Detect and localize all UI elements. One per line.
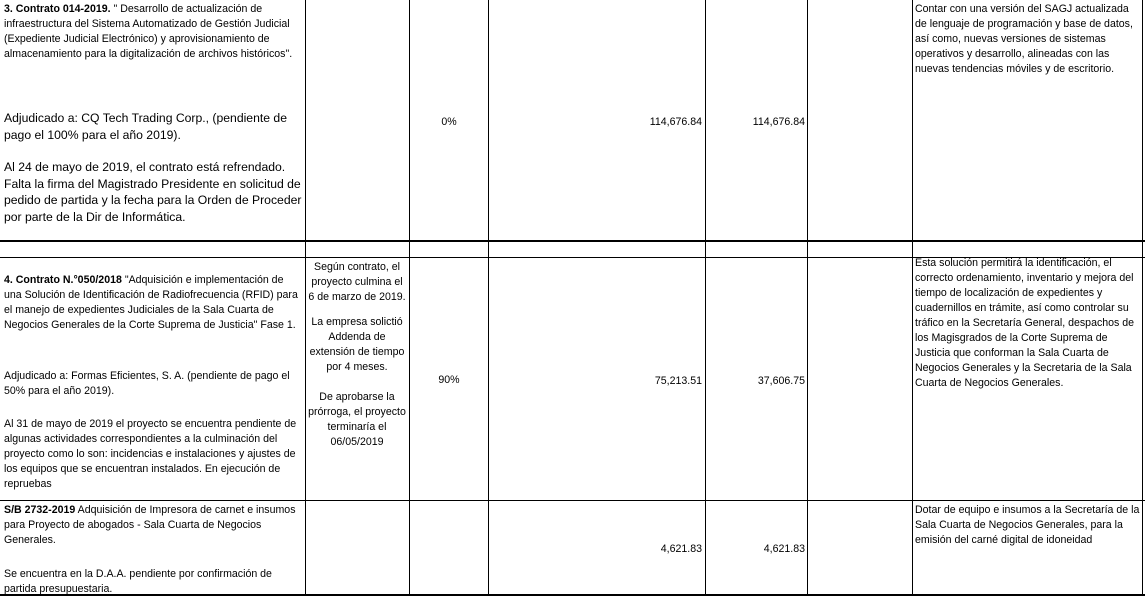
grid-line <box>912 0 913 596</box>
grid-line <box>305 0 306 596</box>
row-sb-amount-total: 4,621.83 <box>660 543 702 555</box>
row-sb-objective-text: Dotar de equipo e insumos a la Secretaría de la Sala Cuarta de Negocios Generales, para la emisión del carné digital de idoneidad <box>915 504 1140 546</box>
row-sb-status <box>4 567 302 594</box>
row-4-title: 4. Contrato N.°050/2018 <box>4 274 122 286</box>
row-sb-status-text: Se encuentra en la D.A.A. pendiente por confirmación de partida presupuestaria. <box>4 568 272 594</box>
grid-line <box>409 0 410 596</box>
row-sb-title-rest: Adquisición de Impresora de carnet e insumos para Proyecto de abogados - Sala Cuarta de Negocios Generales. <box>4 504 296 546</box>
row-4-note-1: Según contrato, el proyecto culmina el 6 de marzo de 2019. <box>308 261 406 303</box>
row-4-adjudicado <box>4 369 302 399</box>
row-3-status <box>4 159 302 225</box>
grid-line <box>488 0 489 596</box>
row-3-objective-text: Contar con una versión del SAGJ actualizada de lenguaje de programación y base de datos, así como, nuevas versiones de sistemas operativos y desarrollo, alineadas con las nuevas tendencias móviles y de escritorio. <box>915 3 1133 75</box>
row-3-status-text: Al 24 de mayo de 2019, el contrato está refrendado. Falta la firma del Magistrado Presidente en solicitud de pedido de partida y la fecha para la Orden de Proceder por parte de la Dir de Informática. <box>4 160 302 224</box>
row-4-progress: 90% <box>438 374 460 386</box>
row-3-amount-total: 114,676.84 <box>649 116 702 128</box>
row-3-title: 3. Contrato 014-2019. <box>4 3 111 15</box>
row-4-note-2: La empresa solictió Addenda de extensión de tiempo por 4 meses. <box>309 316 405 373</box>
row-4-description <box>4 273 302 333</box>
row-4-amount-pending: 37,606.75 <box>757 375 805 387</box>
row-3-description <box>4 2 302 62</box>
row-sb-description <box>4 503 302 548</box>
row-3-progress: 0% <box>441 116 457 128</box>
row-3-amount-pending: 114,676.84 <box>752 116 805 128</box>
row-3-objective <box>915 2 1141 77</box>
row-3-adjudicado <box>4 110 302 143</box>
row-4-notes <box>307 260 407 450</box>
grid-line <box>705 0 706 596</box>
grid-line <box>1142 0 1143 596</box>
row-4-objective-text: Esta solución permitirá la identificación, el correcto ordenamiento, inventario y mejora del tiempo de localización de expedientes y cuadernillos en trámite, así como controlar su tráfico en la Secretaría General, despachos de los Magisgrados de la Corte Suprema de Justicia que conforman la Sala Cuarta de Negocios Generales y la Secretaria de la Sala Cuarta de Negocios Generales. <box>915 257 1135 389</box>
row-sb-amount-pending: 4,621.83 <box>763 543 805 555</box>
row-sb-title: S/B 2732-2019 <box>4 504 76 516</box>
row-4-objective <box>915 256 1141 391</box>
grid-line <box>807 0 808 596</box>
row-3-title-rest: " Desarrollo de actualización de infraestructura del Sistema Automatizado de Gestión Judicial (Expediente Judicial Electrónico) y aprovisionamiento de almacenamiento para la digitalización de archivos históricos". <box>4 3 293 60</box>
row-4-status <box>4 417 302 492</box>
row-4-adjudicado-text: Adjudicado a: Formas Eficientes, S. A. (pendiente de pago el 50% para el año 2019). <box>4 370 290 397</box>
grid-line <box>0 240 1145 242</box>
row-4-note-3: De aprobarse la prórroga, el proyecto terminaría el 06/05/2019 <box>308 391 406 448</box>
row-4-status-text: Al 31 de mayo de 2019 el proyecto se encuentra pendiente de algunas actividades correspondientes a la culminación del proyecto como lo son: incidencias e instalaciones y ajustes de los equipos que se encuentran instalados. En ejecución de repruebas <box>4 418 297 490</box>
row-4-title-rest: "Adquisición e implementación de una Solución de Identificación de Radiofrecuencia (RFID) para el manejo de expedientes Judiciales de la Sala Cuarta de Negocios Generales de la Corte Suprema de Justicia" Fase 1. <box>4 274 298 331</box>
row-4-amount-total: 75,213.51 <box>654 375 702 387</box>
row-sb-objective <box>915 503 1141 548</box>
row-3-adjudicado-text: Adjudicado a: CQ Tech Trading Corp., (pendiente de pago el 100% para el año 2019). <box>4 111 287 142</box>
grid-line <box>0 500 1145 501</box>
